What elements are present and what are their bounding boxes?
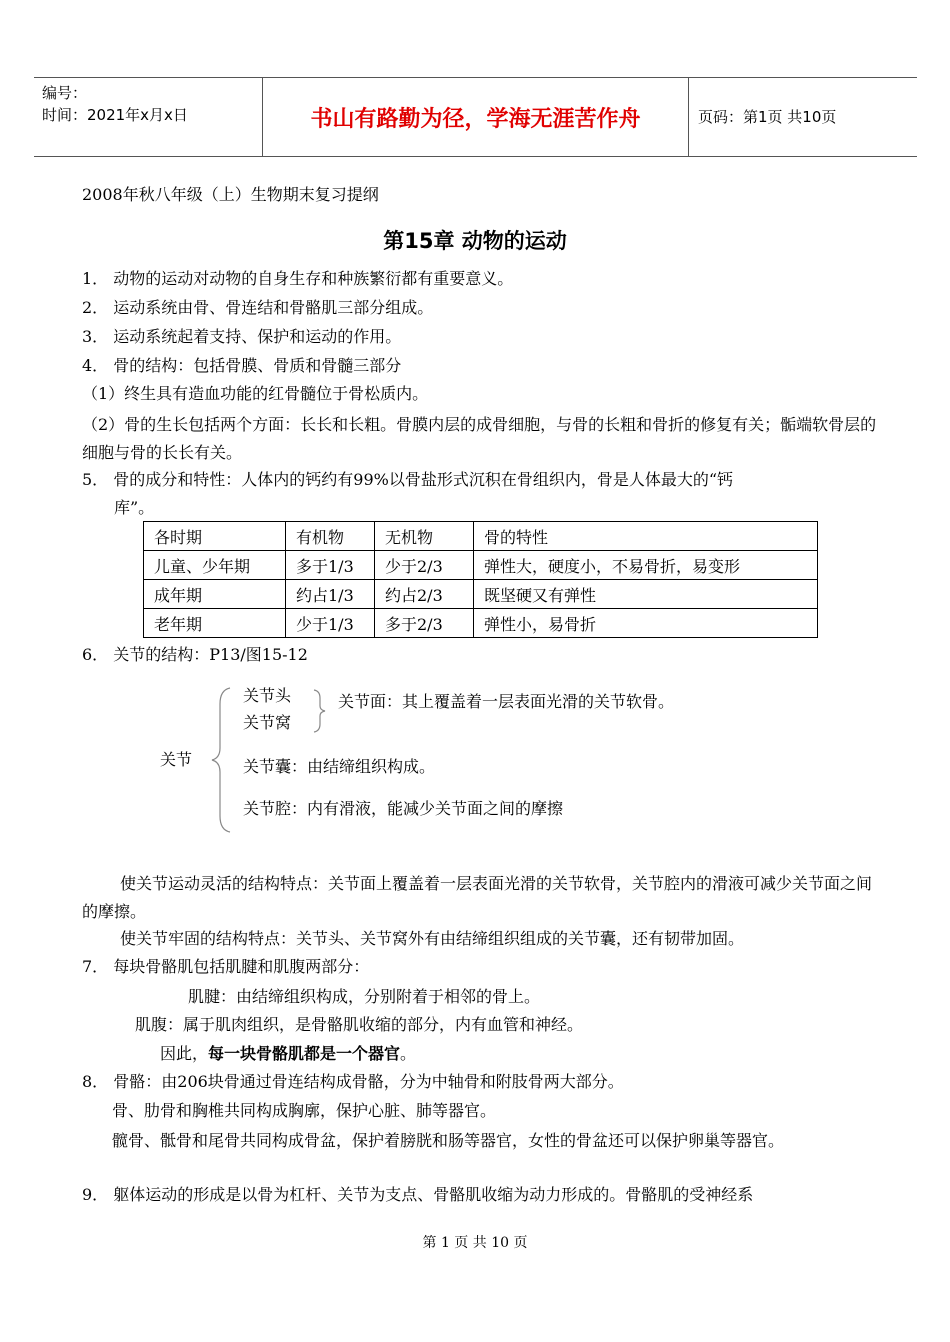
joint-head-label: 关节头 (243, 686, 292, 705)
table-row (144, 609, 818, 638)
header-box (34, 77, 917, 157)
conclusion-suffix: 。 (400, 1044, 417, 1063)
joint-cavity-label: 关节腔：内有滑液，能减少关节面之间的摩擦 (243, 799, 564, 818)
conclusion-prefix: 因此， (160, 1044, 209, 1063)
bone-composition-table (143, 521, 818, 638)
table-cell: 少于2/3 (375, 551, 474, 580)
item-3: 3． 运动系统起着支持、保护和运动的作用。 (82, 327, 402, 346)
header-meta (42, 82, 188, 126)
item-1: 1． 动物的运动对动物的自身生存和种族繁衍都有重要意义。 (82, 269, 514, 288)
item-9: 9． 躯体运动的形成是以骨为杠杆、关节为支点、骨骼肌收缩为动力形成的。骨骼肌的受神经系 (82, 1185, 754, 1204)
muscle-belly-text: 肌腹：属于肌肉组织，是骨骼肌收缩的部分，内有血管和神经。 (135, 1015, 584, 1034)
table-cell: 儿童、少年期 (144, 551, 286, 580)
table-cell: 少于1/3 (286, 609, 375, 638)
table-cell: 弹性大，硬度小，不易骨折，易变形 (474, 551, 818, 580)
joint-stability-paragraph: 使关节牢固的结构特点：关节头、关节窝外有由结缔组织组成的关节囊，还有韧带加固。 (120, 929, 745, 948)
small-brace-icon (310, 688, 330, 734)
table-row (144, 551, 818, 580)
table-cell: 约占1/3 (286, 580, 375, 609)
item-4-2: （2）骨的生长包括两个方面：长长和长粗。骨膜内层的成骨细胞，与骨的长粗和骨折的修复有关；骺端软骨层的细胞与骨的长长有关。 (82, 415, 877, 462)
conclusion-bold: 每一块骨骼肌都是一个器官 (208, 1044, 401, 1063)
joint-socket-label: 关节窝 (243, 713, 292, 732)
item-5-cont: 库”。 (114, 498, 155, 517)
item-8: 8． 骨骼：由206块骨通过骨连结构成骨骼，分为中轴骨和附肢骨两大部分。 (82, 1072, 624, 1091)
item-6: 6． 关节的结构：P13/图15-12 (82, 645, 308, 664)
header-motto: 书山有路勤为径，学海无涯苦作舟 (310, 107, 641, 132)
table-cell: 多于2/3 (375, 609, 474, 638)
subtitle: 2008年秋八年级（上）生物期末复习提纲 (82, 185, 379, 204)
conclusion-text (160, 1043, 416, 1065)
table-header-cell: 骨的特性 (474, 522, 818, 551)
table-header-cell: 无机物 (375, 522, 474, 551)
header-divider (688, 78, 689, 156)
table-cell: 约占2/3 (375, 580, 474, 609)
number-label: 编号： (42, 84, 88, 102)
table-cell: 老年期 (144, 609, 286, 638)
table-cell: 成年期 (144, 580, 286, 609)
table-header-row (144, 522, 818, 551)
table-cell: 多于1/3 (286, 551, 375, 580)
thorax-text: 骨、肋骨和胸椎共同构成胸廓，保护心脏、肺等器官。 (112, 1101, 497, 1120)
table-row (144, 580, 818, 609)
time-label: 时间：2021年x月x日 (42, 106, 188, 124)
item-4: 4． 骨的结构：包括骨膜、骨质和骨髓三部分 (82, 356, 402, 375)
item-5: 5． 骨的成分和特性：人体内的钙约有99%以骨盐形式沉积在骨组织内，骨是人体最大的“钙 (82, 470, 734, 489)
table-header-cell: 有机物 (286, 522, 375, 551)
page-footer: 第 1 页 共 10 页 (422, 1235, 528, 1251)
item-4-1: （1）终生具有造血功能的红骨髓位于骨松质内。 (82, 384, 429, 403)
table-cell: 弹性小，易骨折 (474, 609, 818, 638)
joint-root-label: 关节 (160, 750, 193, 769)
table-cell: 既坚硬又有弹性 (474, 580, 818, 609)
tendon-text: 肌腱：由结缔组织构成，分别附着于相邻的骨上。 (188, 987, 541, 1006)
item-2: 2． 运动系统由骨、骨连结和骨骼肌三部分组成。 (82, 298, 434, 317)
pelvis-text: 髋骨、骶骨和尾骨共同构成骨盆，保护着膀胱和肠等器官，女性的骨盆还可以保护卵巢等器官。 (112, 1131, 785, 1150)
table-header-cell: 各时期 (144, 522, 286, 551)
item-7: 7． 每块骨骼肌包括肌腱和肌腹两部分： (82, 957, 370, 976)
header-page-label: 页码：第1页 共10页 (698, 108, 837, 126)
large-brace-icon (208, 686, 238, 834)
joint-surface-label: 关节面：其上覆盖着一层表面光滑的关节软骨。 (338, 692, 675, 711)
chapter-title: 第15章 动物的运动 (383, 229, 567, 253)
joint-flexibility-paragraph: 使关节运动灵活的结构特点：关节面上覆盖着一层表面光滑的关节软骨，关节腔内的滑液可减少关节面之间的摩擦。 (82, 874, 873, 921)
joint-capsule-label: 关节囊：由结缔组织构成。 (243, 757, 436, 776)
